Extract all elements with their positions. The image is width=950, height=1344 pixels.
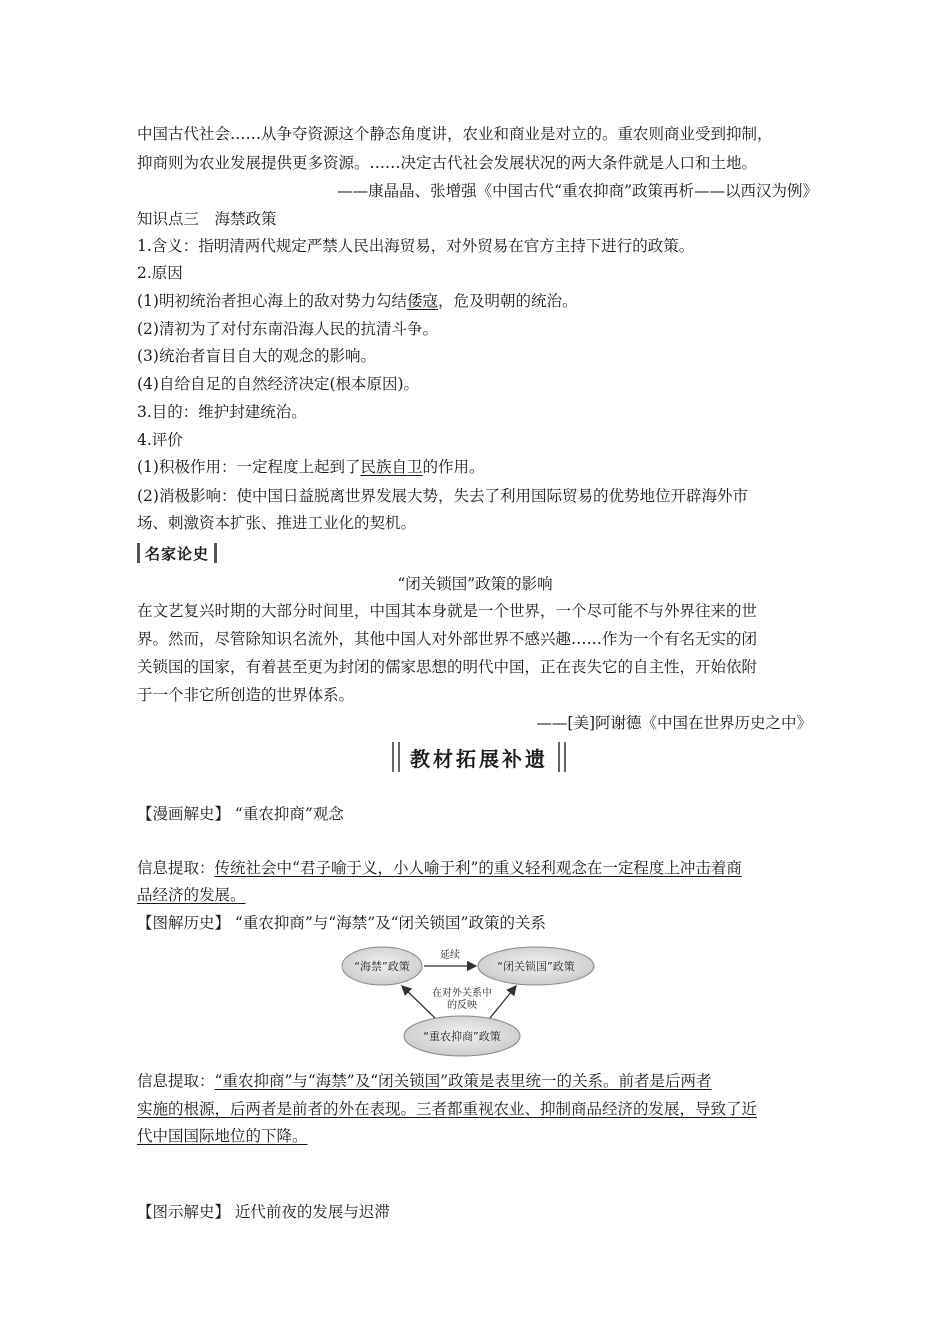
- center-label-1: 在对外关系中: [432, 988, 492, 999]
- banner-bar: [392, 742, 394, 772]
- center-label-2: 的反映: [447, 1000, 477, 1011]
- node-bottom-label: “重农抑商”政策: [423, 1030, 501, 1043]
- reason-3: (3)统治者盲目自大的观念的影响。: [137, 347, 376, 365]
- info-label: 信息提取：: [137, 1072, 215, 1090]
- diagram-info-3: [137, 1126, 308, 1146]
- famous-source: ——[美]阿谢德《中国在世界历史之中》: [536, 714, 812, 732]
- comic-info-text-2: 品经济的发展。: [137, 886, 246, 904]
- eval-positive: [137, 457, 485, 477]
- eval-negative-1: (2)消极影响：使中国日益脱离世界发展大势，失去了利用国际贸易的优势地位开辟海外市: [137, 487, 748, 505]
- famous-line-2: 界。然而，尽管除知识名流外，其他中国人对外部世界不感兴趣……作为一个有名无实的闭: [137, 630, 758, 648]
- meaning-text: 1.含义：指明清两代规定严禁人民出海贸易，对外贸易在官方主持下进行的政策。: [137, 237, 695, 255]
- reasons-title: 2.原因: [137, 264, 183, 282]
- reason-4: (4)自给自足的自然经济决定(根本原因)。: [137, 375, 420, 393]
- banner-bar: [398, 742, 400, 772]
- reason-1: [137, 291, 578, 311]
- arrow-top-label: 延续: [440, 950, 460, 961]
- arrow-right: [490, 986, 516, 1018]
- banner-bar: [564, 742, 566, 772]
- eval-positive-keyword: 民族自卫: [360, 458, 423, 476]
- graphic-heading: 【图示解史】 近代前夜的发展与迟滞: [137, 1203, 390, 1221]
- famous-tag-label: 名家论史: [145, 544, 210, 563]
- comic-info-text-1: 传统社会中“君子喻于义，小人喻于利”的重义轻利观念在一定程度上冲击着商: [214, 859, 742, 877]
- comic-heading: 【漫画解史】 “重农抑商”观念: [137, 805, 344, 823]
- reason-2: (2)清初为了对付东南沿海人民的抗清斗争。: [137, 320, 438, 338]
- eval-negative-2: 场、刺激资本扩张、推进工业化的契机。: [137, 514, 417, 532]
- quote-source: ——康晶晶、张增强《中国古代“重农抑商”政策再析——以西汉为例》: [337, 182, 818, 200]
- famous-line-1: 在文艺复兴时期的大部分时间里，中国其本身就是一个世界，一个尽可能不与外界往来的世: [137, 602, 758, 620]
- reason-1-keyword: 倭寇: [406, 292, 438, 310]
- reason-1-a: (1)明初统治者担心海上的敌对势力勾结: [137, 292, 407, 310]
- diagram-info-1: [137, 1071, 712, 1091]
- knowledge-heading: 知识点三 海禁政策: [137, 210, 277, 228]
- famous-title: “闭关锁国”政策的影响: [397, 575, 553, 593]
- diagram-info-2: [137, 1099, 757, 1119]
- diagram-info-text-3: 代中国国际地位的下降。: [137, 1127, 308, 1145]
- comic-info-1: [137, 858, 742, 878]
- tag-bar-right: [214, 543, 217, 563]
- info-label: 信息提取：: [137, 859, 215, 877]
- node-right-label: “闭关锁国”政策: [497, 960, 575, 973]
- quote-line-2: 抑商则为农业发展提供更多资源。……决定古代社会发展状况的两大条件就是人口和土地。: [137, 154, 758, 172]
- quote-line-1: 中国古代社会……从争夺资源这个静态角度讲，农业和商业是对立的。重农则商业受到抑制，: [137, 125, 773, 143]
- tag-bar-left: [137, 543, 140, 563]
- famous-line-4: 于一个非它所创造的世界体系。: [137, 686, 355, 704]
- purpose-text: 3.目的：维护封建统治。: [137, 403, 307, 421]
- eval-title: 4.评价: [137, 431, 183, 449]
- banner-bar: [558, 742, 560, 772]
- diagram-heading: 【图解历史】 “重农抑商”与“海禁”及“闭关锁国”政策的关系: [137, 914, 546, 932]
- banner-title: 教材拓展补遗: [410, 746, 548, 771]
- eval-positive-a: (1)积极作用：一定程度上起到了: [137, 458, 361, 476]
- section-banner: [392, 740, 566, 774]
- node-left-label: “海禁”政策: [354, 960, 410, 973]
- famous-line-3: 关锁国的国家，有着甚至更为封闭的儒家思想的明代中国，正在丧失它的自主性，开始依附: [137, 658, 758, 676]
- comic-info-2: [137, 885, 246, 905]
- relationship-diagram: [340, 945, 610, 1060]
- diagram-info-text-2: 实施的根源，后两者是前者的外在表现。三者都重视农业、抑制商品经济的发展，导致了近: [137, 1100, 758, 1118]
- famous-tag: [137, 542, 217, 564]
- eval-positive-b: 的作用。: [422, 458, 485, 476]
- reason-1-b: ，危及明朝的统治。: [437, 292, 578, 310]
- diagram-info-text-1: “重农抑商”与“海禁”及“闭关锁国”政策是表里统一的关系。前者是后两者: [214, 1072, 712, 1090]
- arrow-left: [402, 986, 435, 1018]
